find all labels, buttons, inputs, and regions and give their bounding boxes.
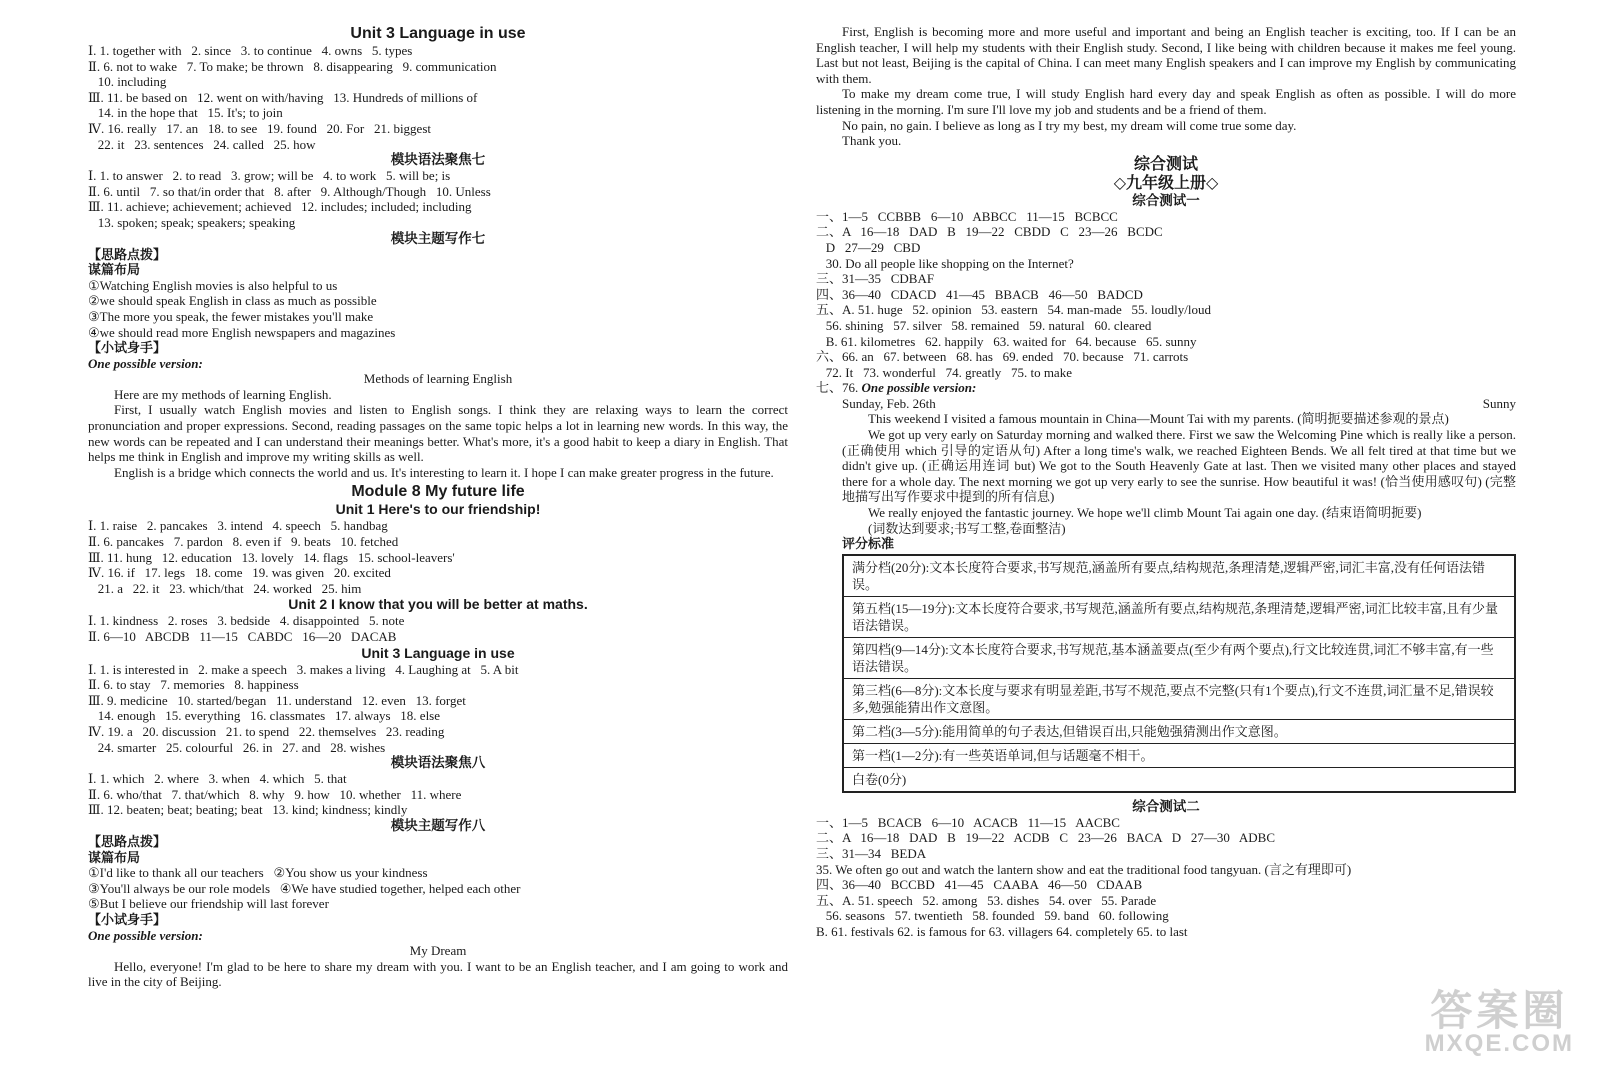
diary-header: [816, 396, 1516, 412]
right-column: [816, 24, 1516, 940]
outline-point-group: [88, 278, 788, 340]
diary-note: (词数达到要求;书写工整,卷面整洁): [868, 520, 1066, 536]
module8-title: Module 8 My future life: [351, 483, 525, 501]
answer-line: 72. It 73. wonderful 74. greatly 75. to make: [816, 364, 1072, 380]
version-label: One possible version:: [861, 380, 977, 396]
rubric-row: [843, 555, 1515, 597]
version-label: One possible version:: [88, 927, 203, 943]
outline-point: ③The more you speak, the fewer mistakes you'll make: [88, 308, 374, 324]
rubric-cell: 第五档(15—19分):文本长度符合要求,书写规范,涵盖所有要点,结构规范,条理清楚,逻辑严密,词汇比较丰富,且有少量语法错误。: [843, 596, 1515, 637]
answer-line: Ⅰ. 1. to answer 2. to read 3. grow; will be 4. to work 5. will be; is: [88, 168, 451, 184]
answer-line: 二、A 16—18 DAD B 19—22 ACDB C 23—26 BACA D 27—30 ADBC: [816, 830, 1276, 846]
rubric-cell: 第三档(6—8分):文本长度与要求有明显差距,书写不规范,要点不完整(只有1个要点),行文不连贯,词汇量不足,错误较多,勉强能猜出作文意图。: [843, 678, 1515, 719]
answer-line: Ⅱ. 6. pancakes 7. pardon 8. even if 9. beats 10. fetched: [88, 534, 399, 550]
tips-label: 【思路点拨】: [88, 246, 167, 262]
essay-paragraph: Hello, everyone! I'm glad to be here to share my dream with you. I want to be an English teacher, and I am going to work and live in the city of Beijing.: [88, 958, 788, 990]
answer-line-group: [816, 209, 1516, 381]
watermark-text: 答案圈: [1430, 987, 1569, 1034]
essay-paragraph: First, I usually watch English movies and listen to English songs. I think they are relaxing ways to learn the correct pronunciation and proper expressions. Second, reading passages on the same topic helps a lot in learning new words. In this way, the new words can be repeated and I can understand their meanings better. What's more, it's a good habit to keep a diary in English. That helps me think in English and improve my writing skills as well.: [88, 402, 788, 465]
answer-line: 六、66. an 67. between 68. has 69. ended 70. because 71. carrots: [816, 349, 1189, 365]
test-title: 综合测试: [1133, 155, 1198, 173]
answer-line-group: [88, 43, 788, 152]
answer-line: 10. including: [88, 74, 167, 90]
answer-line: 三、31—34 BEDA: [816, 846, 927, 861]
tips-label: 【思路点拨】: [88, 833, 167, 849]
diary-paragraph: We got up very early on Saturday morning and walked there. First we saw the Welcoming Pine which is really like a person. (正确使用 which 引导的定语从句) After a long time's walk, we reached Eighteen Bends. We all felt tired at that time but we didn't give up. (正确运用连词 but) We got to the South Heavenly Gate at last. Then we visited many other places and stayed there for a whole day. The next morning we got up very early to see the sunrise. How beautiful it was! (恰当使用感叹句) (完整地描写出写作要求中提到的所有信息): [842, 427, 1516, 505]
plan-label: 谋篇布局: [88, 849, 141, 865]
rubric-row: [843, 719, 1515, 743]
answer-line: Ⅲ. 11. hung 12. education 13. lovely 14. flags 15. school-leavers': [88, 549, 455, 565]
version-label: One possible version:: [88, 355, 203, 371]
answer-line: Ⅲ. 9. medicine 10. started/began 11. understand 12. even 13. forget: [88, 692, 466, 708]
answer-line: 二、A 16—18 DAD B 19—22 CBDD C 23—26 BCDC: [816, 224, 1163, 240]
answer-line: Ⅱ. 6—10 ABCDB 11—15 CABDC 16—20 DACAB: [88, 629, 397, 644]
rubric-cell: 满分档(20分):文本长度符合要求,书写规范,涵盖所有要点,结构规范,条理清楚,逻辑严密,词汇丰富,没有任何语法错误。: [843, 555, 1515, 597]
rubric-table: [842, 554, 1516, 793]
try-label: 【小试身手】: [88, 911, 167, 927]
q76-header: [816, 380, 1516, 396]
answer-line-group: [88, 518, 788, 596]
outline-point: ⑤But I believe our friendship will last forever: [88, 896, 329, 912]
answer-line: Ⅳ. 16. really 17. an 18. to see 19. found 20. For 21. biggest: [88, 120, 432, 136]
rubric-cell: 白卷(0分): [843, 767, 1515, 792]
answer-line: 21. a 22. it 23. which/that 24. worked 25. him: [88, 580, 362, 596]
answer-line: Ⅱ. 6. not to wake 7. To make; be thrown 8. disappearing 9. communication: [88, 58, 497, 74]
outline-point: ②we should speak English in class as much as possible: [88, 293, 377, 309]
answer-line: D 27—29 CBD: [816, 239, 921, 255]
rubric-row: [843, 743, 1515, 767]
answer-line: 14. in the hope that 15. It's; to join: [88, 105, 283, 121]
rubric-title: 评分标准: [842, 536, 895, 552]
answer-line: 13. spoken; speak; speakers; speaking: [88, 214, 296, 230]
answer-line: 56. shining 57. silver 58. remained 59. natural 60. cleared: [816, 317, 1152, 333]
diary-weather: Sunny: [1482, 395, 1516, 411]
section-title-unit3: Unit 3 Language in use: [350, 25, 526, 42]
diary-paragraph: This weekend I visited a famous mountain in China—Mount Tai with my parents. (简明扼要描述参观的景点): [868, 411, 1449, 427]
outline-point: ①I'd like to thank all our teachers ②You show us your kindness: [88, 865, 428, 881]
watermark-url: MXQE.COM: [1424, 1030, 1574, 1057]
answer-line-group: [88, 613, 788, 644]
essay-paragraph: First, English is becoming more and more useful and important and being an English teacher is exciting, too. If I can be an English teacher, I will help my students with their English study. Second, I like being with children because it makes me feel young. Last but not least, Beijing is the capital of China. I can meet many English speakers and I can improve my English by communicating with them.: [816, 24, 1516, 86]
answer-line: 35. We often go out and watch the lantern show and eat the traditional food tangyuan. (言之有理即可): [816, 861, 1352, 877]
answer-line: Ⅰ. 1. raise 2. pancakes 3. intend 4. speech 5. handbag: [88, 518, 388, 534]
answer-line: 14. enough 15. everything 16. classmates 17. always 18. else: [88, 708, 441, 724]
q76-label: 七、76.: [816, 380, 859, 396]
essay-paragraph: No pain, no gain. I believe as long as I try my best, my dream will come true some day.: [842, 117, 1297, 133]
answer-line: Ⅱ. 6. who/that 7. that/which 8. why 9. how 10. whether 11. where: [88, 786, 462, 802]
answer-line: Ⅰ. 1. which 2. where 3. when 4. which 5. that: [88, 771, 347, 787]
diary-paragraph: We really enjoyed the fantastic journey. We hope we'll climb Mount Tai again one day. (结束语简明扼要): [868, 505, 1422, 521]
section-title-writing7: 模块主题写作七: [390, 230, 486, 246]
section-title-grammar7: 模块语法聚焦七: [390, 152, 486, 168]
answer-line-group: [88, 771, 788, 818]
answer-line: 22. it 23. sentences 24. called 25. how: [88, 136, 316, 152]
answer-line: Ⅲ. 11. be based on 12. went on with/having 13. Hundreds of millions of: [88, 89, 478, 105]
answer-line: 30. Do all people like shopping on the Internet?: [816, 255, 1074, 271]
essay-title: Methods of learning English: [363, 371, 513, 387]
rubric-cell: 第一档(1—2分):有一些英语单词,但与话题毫不相干。: [843, 743, 1515, 767]
answer-line: B. 61. kilometres 62. happily 63. waited for 64. because 65. sunny: [816, 333, 1197, 349]
essay-paragraph: Here are my methods of learning English.: [114, 386, 332, 402]
essay-paragraph: Thank you.: [842, 133, 902, 149]
m8-unit2-title: Unit 2 I know that you will be better at maths.: [288, 596, 588, 613]
rubric-row: [843, 637, 1515, 678]
answer-line: Ⅰ. 1. kindness 2. roses 3. bedside 4. disappointed 5. note: [88, 613, 405, 629]
rubric-row: [843, 767, 1515, 792]
m8-unit3-title: Unit 3 Language in use: [361, 644, 515, 661]
rubric-row: [843, 596, 1515, 637]
answer-line: Ⅲ. 11. achieve; achievement; achieved 12. includes; included; including: [88, 199, 472, 215]
answer-line: Ⅲ. 12. beaten; beat; beating; beat 13. kind; kindness; kindly: [88, 802, 408, 818]
answer-line: Ⅳ. 19. a 20. discussion 21. to spend 22. themselves 23. reading: [88, 723, 445, 739]
essay-paragraph-group: [88, 387, 788, 481]
plan-label: 谋篇布局: [88, 262, 141, 278]
essay-paragraph: English is a bridge which connects the world and us. It's interesting to learn it. I hope I can make greater progress in the future.: [114, 464, 774, 480]
test2-title: 综合测试二: [1132, 798, 1200, 814]
answer-line: Ⅳ. 16. if 17. legs 18. come 19. was given 20. excited: [88, 565, 391, 581]
rubric-cell: 第二档(3—5分):能用简单的句子表达,但错误百出,只能勉强猜测出作文意图。: [843, 719, 1515, 743]
outline-point: ③You'll always be our role models ④We have studied together, helped each other: [88, 880, 521, 896]
essay-title: My Dream: [409, 943, 467, 959]
answer-line: 五、A. 51. huge 52. opinion 53. eastern 54. man-made 55. loudly/loud: [816, 302, 1212, 318]
essay-paragraph: To make my dream come true, I will study English hard every day and speak English as often as possible. I will do more listening in the morning. I'm sure I'll love my job and students and be a friend of them.: [816, 86, 1516, 117]
rubric-row: [843, 678, 1515, 719]
answer-line: Ⅰ. 1. is interested in 2. make a speech 3. makes a living 4. Laughing at 5. A bit: [88, 661, 519, 677]
answer-line: 24. smarter 25. colourful 26. in 27. and 28. wishes: [88, 739, 386, 755]
grade-title: ◇九年级上册◇: [1113, 174, 1219, 192]
answer-line: B. 61. festivals 62. is famous for 63. villagers 64. completely 65. to last: [816, 923, 1188, 939]
answer-line-group: [88, 662, 788, 756]
section-title-writing8: 模块主题写作八: [390, 817, 486, 833]
try-label: 【小试身手】: [88, 340, 167, 356]
answer-line: 一、1—5 CCBBB 6—10 ABBCC 11—15 BCBCC: [816, 208, 1118, 224]
answer-line: 四、36—40 CDACD 41—45 BBACB 46—50 BADCD: [816, 286, 1143, 302]
watermark-logo: [1424, 987, 1574, 1057]
outline-point-group: [88, 865, 788, 912]
answer-line-group: [88, 168, 788, 230]
outline-point: ④we should read more English newspapers and magazines: [88, 324, 396, 340]
outline-point: ①Watching English movies is also helpful to us: [88, 277, 338, 293]
m8-unit1-title: Unit 1 Here's to our friendship!: [335, 501, 541, 518]
section-title-grammar8: 模块语法聚焦八: [390, 755, 486, 771]
essay-paragraph-group: [816, 24, 1516, 149]
answer-line: Ⅱ. 6. until 7. so that/in order that 8. after 9. Although/Though 10. Unless: [88, 183, 491, 199]
diary-date: Sunday, Feb. 26th: [842, 395, 936, 411]
answer-line: Ⅱ. 6. to stay 7. memories 8. happiness: [88, 677, 299, 693]
answer-line: 三、31—35 CDBAF: [816, 271, 935, 287]
answer-line: 五、A. 51. speech 52. among 53. dishes 54. over 55. Parade: [816, 892, 1157, 908]
answer-line-group: [816, 815, 1516, 940]
diary-paragraph-group: [842, 411, 1516, 520]
rubric-cell: 第四档(9—14分):文本长度符合要求,书写规范,基本涵盖要点(至少有两个要点),行文比较连贯,词汇不够丰富,有一些语法错误。: [843, 637, 1515, 678]
test1-title: 综合测试一: [1132, 192, 1200, 208]
left-column: [88, 24, 788, 990]
answer-line: 一、1—5 BCACB 6—10 ACACB 11—15 AACBC: [816, 814, 1120, 830]
answer-line: 四、36—40 BCCBD 41—45 CAABA 46—50 CDAAB: [816, 877, 1143, 893]
answer-line: Ⅰ. 1. together with 2. since 3. to continue 4. owns 5. types: [88, 43, 413, 58]
answer-line: 56. seasons 57. twentieth 58. founded 59. band 60. following: [816, 908, 1169, 924]
